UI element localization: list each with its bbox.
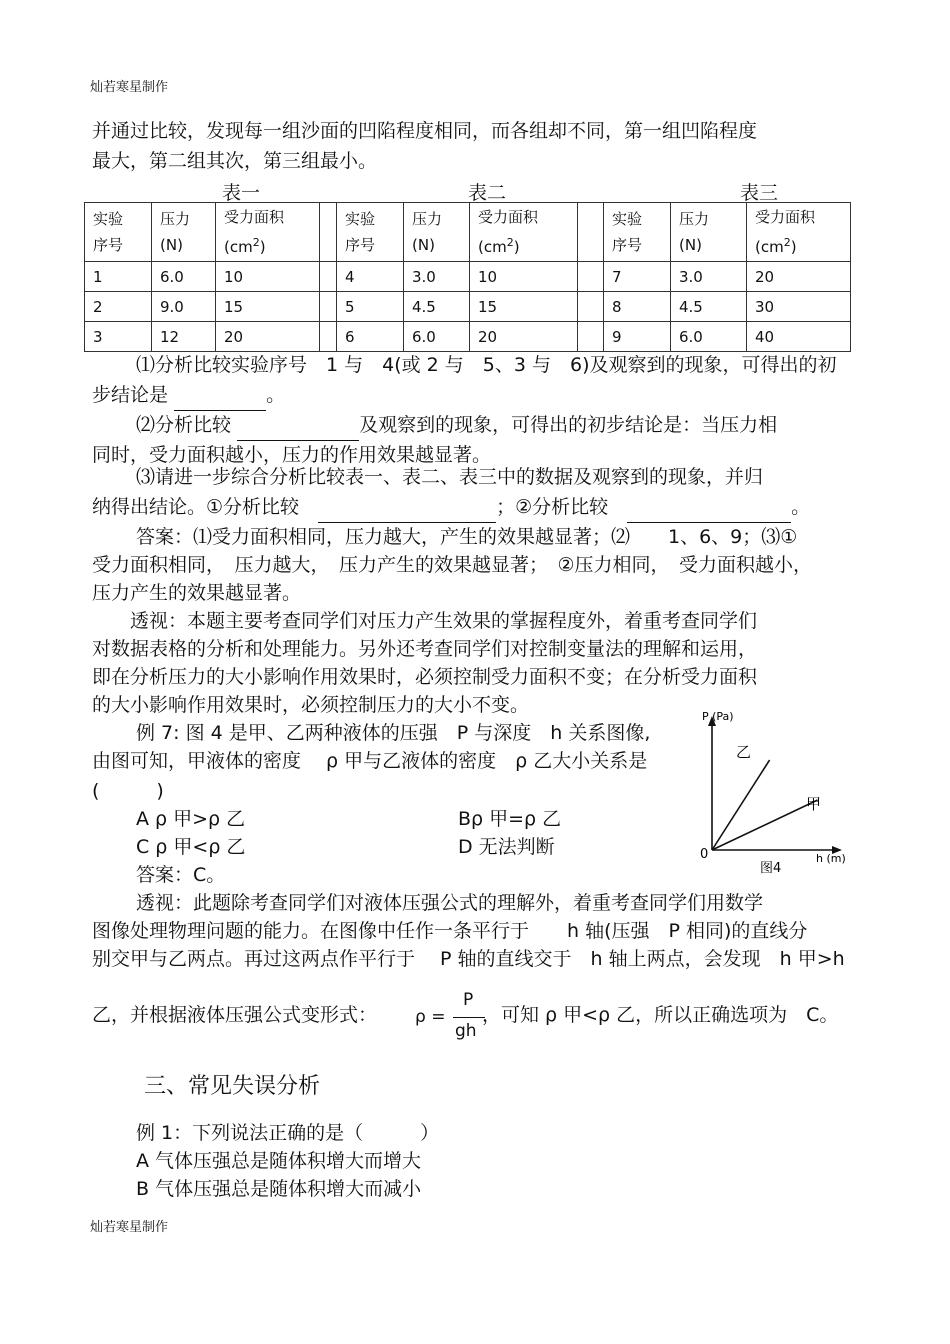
table-cell: 6.0 [671, 322, 747, 352]
q1-line-2: 步结论是 。 [92, 380, 285, 411]
pressure-depth-graph [688, 700, 858, 882]
insight7-line-2: 图像处理物理问题的能力。在图像中任作一条平行于 h 轴(压强 P 相同)的直线分 [92, 920, 808, 942]
table-cell: 4 [337, 262, 404, 292]
answer1-line-3: 压力产生的效果越显著。 [92, 582, 302, 604]
q3-blank-2[interactable] [627, 502, 791, 523]
answer1-line-1: 答案：⑴受力面积相同，压力越大，产生的效果越显著；⑵ 1、6、9；⑶① [136, 526, 798, 548]
table-cell: 9 [604, 322, 671, 352]
ex7-line-3: ( ) [92, 780, 164, 802]
table-gap [578, 292, 604, 322]
intro-line-2: 最大，第二组其次，第三组最小。 [92, 150, 378, 172]
table-cell: 9.0 [152, 292, 216, 322]
insight1-line-3: 即在分析压力的大小影响作用效果时，必须控制受力面积不变；在分析受力面积 [92, 666, 758, 688]
header-seq-2: 实验 序号 [337, 203, 404, 262]
y-axis-label: P (Pa) [702, 710, 734, 723]
origin-label: 0 [700, 847, 709, 862]
header-seq-1: 实验 序号 [85, 203, 152, 262]
table-cell: 40 [747, 322, 851, 352]
formula-line-prefix: 乙，并根据液体压强公式变形式： [92, 1004, 378, 1026]
series-label-yi: 乙 [736, 743, 752, 761]
option-c[interactable]: C ρ 甲<ρ 乙 [136, 836, 246, 858]
q3-line-1: ⑶请进一步综合分析比较表一、表二、表三中的数据及观察到的现象，并归 [136, 466, 764, 488]
table-cell: 20 [216, 322, 320, 352]
table-cell: 20 [747, 262, 851, 292]
table-cell: 15 [470, 292, 578, 322]
insight1-line-4: 的大小影响作用效果时，必须控制压力的大小不变。 [92, 694, 530, 716]
table-row [85, 262, 851, 292]
table-row [85, 322, 851, 352]
table-cell: 4.5 [404, 292, 470, 322]
table-title-3: 表三 [740, 182, 779, 204]
header-area-1: 受力面积 $(cm^2)$ [216, 203, 320, 262]
header-force-3: 压力 (N) [671, 203, 747, 262]
q2-line-2: 同时，受力面积越小，压力的作用效果越显著。 [92, 444, 492, 466]
insight1-line-2: 对数据表格的分析和处理能力。另外还考查同学们对控制变量法的理解和运用， [92, 638, 758, 660]
table-cell: 2 [85, 292, 152, 322]
table-cell: 15 [216, 292, 320, 322]
header-area-3: 受力面积 $(cm^2)$ [747, 203, 851, 262]
formula-lhs: ρ = [415, 1007, 446, 1027]
header-area-2: 受力面积 $(cm^2)$ [470, 203, 578, 262]
q2-line-1: ⑵分析比较 及观察到的现象，可得出的初步结论是：当压力相 [136, 410, 777, 441]
x-axis-label: h (m) [816, 852, 846, 865]
series-label-jia: 甲 [806, 795, 822, 813]
table-cell: 7 [604, 262, 671, 292]
table-gap [320, 203, 337, 262]
table-cell: 4.5 [671, 292, 747, 322]
formula-line-suffix: ，可知 ρ 甲<ρ 乙，所以正确选项为 C。 [482, 1004, 839, 1026]
q2-blank[interactable] [237, 420, 359, 441]
ex1-option-a[interactable]: A 气体压强总是随体积增大而增大 [136, 1150, 422, 1172]
table-cell: 12 [152, 322, 216, 352]
intro-line-1: 并通过比较，发现每一组沙面的凹陷程度相同，而各组却不同，第一组凹陷程度 [92, 120, 758, 142]
answer7: 答案：C。 [136, 864, 226, 886]
formula-numerator: P [463, 990, 474, 1010]
ex7-line-1: 例 7: 图 4 是甲、乙两种液体的压强 P 与深度 h 关系图像, [136, 722, 651, 744]
table-title-2: 表二 [468, 182, 507, 204]
table-cell: 5 [337, 292, 404, 322]
page-header: 灿若寒星制作 [90, 80, 169, 95]
header-force-2: 压力 (N) [404, 203, 470, 262]
table-cell: 3 [85, 322, 152, 352]
table-cell: 3.0 [671, 262, 747, 292]
table-cell: 3.0 [404, 262, 470, 292]
fraction-bar [453, 1017, 485, 1018]
page-footer: 灿若寒星制作 [90, 1220, 169, 1235]
table-header-row [85, 203, 851, 262]
ex7-line-2: 由图可知，甲液体的密度 ρ 甲与乙液体的密度 ρ 乙大小关系是 [92, 750, 648, 772]
q1-blank[interactable] [174, 390, 266, 411]
table-row [85, 292, 851, 322]
insight7-line-1: 透视：此题除考查同学们对液体压强公式的理解外，着重考查同学们用数学 [136, 892, 764, 914]
table-cell: 20 [470, 322, 578, 352]
table-cell: 10 [216, 262, 320, 292]
data-table [84, 202, 851, 352]
q1-line-1: ⑴分析比较实验序号 1 与 4(或 2 与 5、3 与 6)及观察到的现象，可得出的初 [136, 354, 837, 376]
table-cell: 10 [470, 262, 578, 292]
table-cell: 6.0 [404, 322, 470, 352]
header-seq-3: 实验 序号 [604, 203, 671, 262]
insight7-line-3: 别交甲与乙两点。再过这两点作平行于 P 轴的直线交于 h 轴上两点，会发现 h 甲>h [92, 948, 845, 970]
header-force-1: 压力 (N) [152, 203, 216, 262]
insight1-line-1: 透视：本题主要考查同学们对压力产生效果的掌握程度外，着重考查同学们 [130, 610, 758, 632]
option-a[interactable]: A ρ 甲>ρ 乙 [136, 808, 246, 830]
table-cell: 6 [337, 322, 404, 352]
section-title: 三、常见失误分析 [144, 1074, 321, 1099]
option-b[interactable]: Bρ 甲=ρ 乙 [458, 808, 562, 830]
table-gap [578, 262, 604, 292]
ex1-option-b[interactable]: B 气体压强总是随体积增大而减小 [136, 1178, 422, 1200]
table-cell: 6.0 [152, 262, 216, 292]
table-cell: 8 [604, 292, 671, 322]
table-title-1: 表一 [222, 182, 261, 204]
option-d[interactable]: D 无法判断 [458, 836, 555, 858]
table-gap [320, 322, 337, 352]
formula-denominator: gh [455, 1021, 477, 1041]
q3-blank-1[interactable] [318, 502, 496, 523]
ex1-question: 例 1：下列说法正确的是（ ） [136, 1122, 440, 1144]
table-cell: 30 [747, 292, 851, 322]
table-gap [320, 292, 337, 322]
table-gap [578, 322, 604, 352]
table-gap [578, 203, 604, 262]
graph-caption: 图4 [760, 861, 782, 876]
table-gap [320, 262, 337, 292]
table-cell: 1 [85, 262, 152, 292]
q3-line-2: 纳得出结论。①分析比较 ；②分析比较 。 [92, 492, 810, 523]
answer1-line-2: 受力面积相同， 压力越大， 压力产生的效果越显著； ②压力相同， 受力面积越小， [92, 554, 813, 576]
